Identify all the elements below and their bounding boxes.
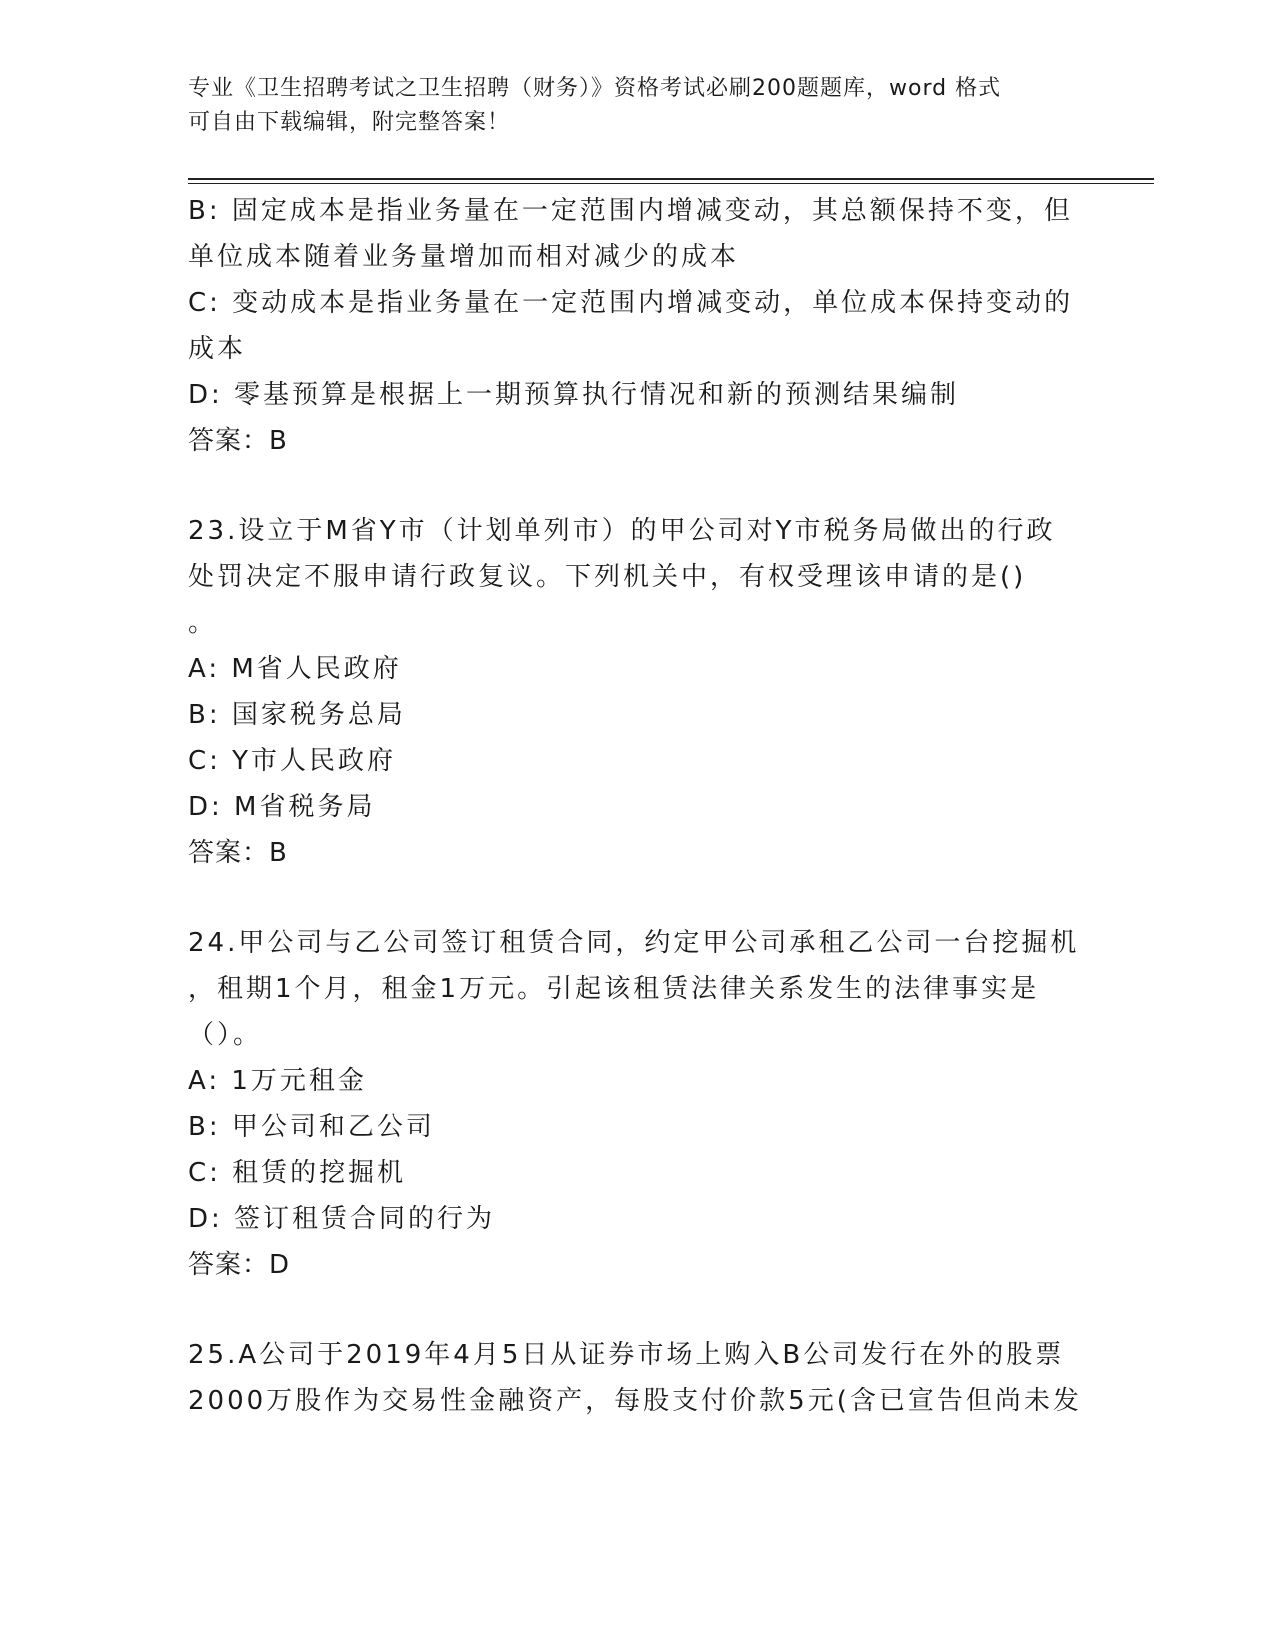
question-text-cont: 。	[188, 608, 218, 638]
question-block-24	[188, 920, 1088, 1288]
answer-label: 答案：D	[188, 1250, 291, 1280]
spacer	[188, 464, 1088, 508]
option-d-text: D: M省税务局	[188, 792, 376, 822]
option-c-text-cont: 成本	[188, 334, 247, 364]
header-divider	[188, 178, 1154, 184]
question-text-cont: 2000万股作为交易性金融资产，每股支付价款5元(含已宣告但尚未发	[188, 1386, 1082, 1416]
option-b-text: B: 甲公司和乙公司	[188, 1112, 435, 1142]
question-text: 24.甲公司与乙公司签订租赁合同，约定甲公司承租乙公司一台挖掘机	[188, 928, 1080, 958]
option-a-text: A: M省人民政府	[188, 654, 402, 684]
spacer	[188, 1288, 1088, 1332]
option-c-text: C: 租赁的挖掘机	[188, 1158, 407, 1188]
question-text: 23.设立于M省Y市（计划单列市）的甲公司对Y市税务局做出的行政	[188, 516, 1056, 546]
question-text-cont: 处罚决定不服申请行政复议。下列机关中，有权受理该申请的是()	[188, 562, 1027, 592]
option-b-text: B: 国家税务总局	[188, 700, 406, 730]
header-line: 专业《卫生招聘考试之卫生招聘（财务）》资格考试必刷200题题库，word 格式	[188, 76, 1002, 101]
spacer	[188, 876, 1088, 920]
question-block-22	[188, 188, 1088, 464]
option-b-text: B: 固定成本是指业务量在一定范围内增减变动，其总额保持不变，但	[188, 196, 1073, 226]
option-d-text: D: 签订租赁合同的行为	[188, 1204, 496, 1234]
option-c-text: C: Y市人民政府	[188, 746, 397, 776]
question-text: 25.A公司于2019年4月5日从证券市场上购入B公司发行在外的股票	[188, 1340, 1065, 1370]
question-text-cont: ，租期1个月，租金1万元。引起该租赁法律关系发生的法律事实是	[188, 974, 1040, 1004]
option-c-text: C: 变动成本是指业务量在一定范围内增减变动，单位成本保持变动的	[188, 288, 1074, 318]
question-text-cont: （）。	[188, 1020, 263, 1050]
option-b-text-cont: 单位成本随着业务量增加而相对减少的成本	[188, 242, 740, 272]
answer-label: 答案：B	[188, 426, 288, 456]
document-body	[188, 188, 1088, 1424]
header-line: 可自由下载编辑，附完整答案！	[188, 110, 511, 135]
answer-label: 答案：B	[188, 838, 288, 868]
option-d-text: D: 零基预算是根据上一期预算执行情况和新的预测结果编制	[188, 380, 960, 410]
document-header	[188, 72, 1088, 140]
question-block-25	[188, 1332, 1088, 1424]
option-a-text: A: 1万元租金	[188, 1066, 367, 1096]
question-block-23	[188, 508, 1088, 876]
